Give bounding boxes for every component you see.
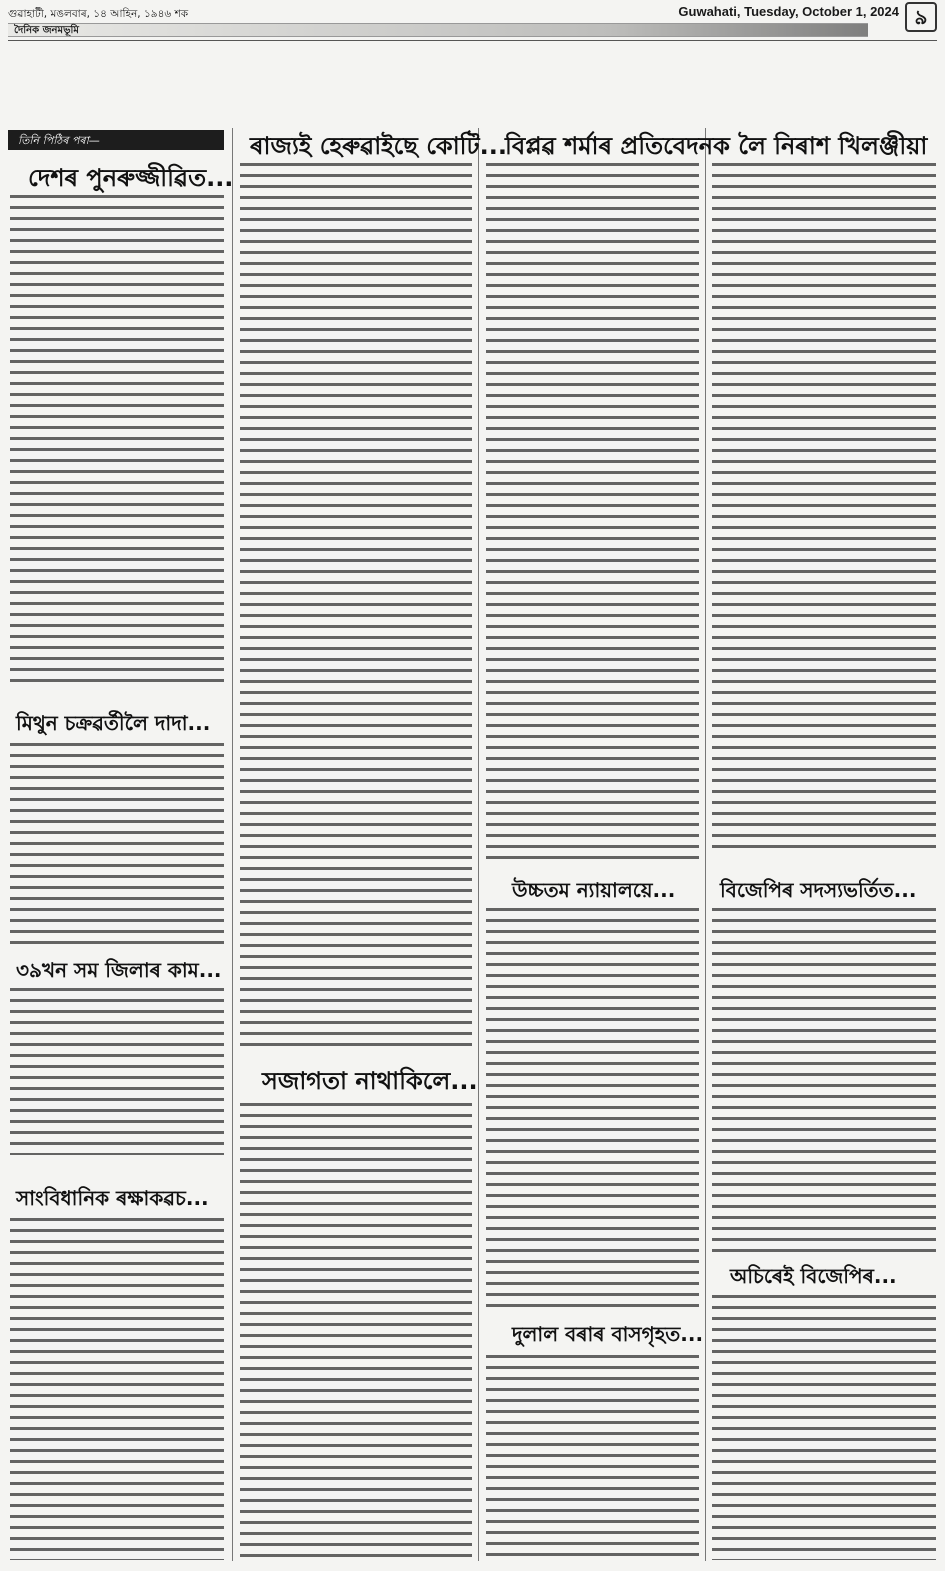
article-body bbox=[486, 160, 699, 860]
article-body bbox=[10, 192, 224, 687]
headline-dulal-bora: দুলাল বৰাৰ বাসগৃহত... bbox=[512, 1322, 704, 1346]
headline-sangbidhanik: সাংবিধানিক ৰক্ষাকৱচ... bbox=[16, 1186, 209, 1210]
article-body bbox=[486, 905, 699, 1310]
headline-rajyai-herualse: ৰাজ্যই হেৰুৱাইছে কোটি... bbox=[250, 132, 507, 160]
column-divider bbox=[478, 128, 479, 1561]
column-divider bbox=[232, 128, 233, 1561]
headline-39-jila: ৩৯খন সম জিলাৰ কাম... bbox=[16, 958, 222, 982]
column-divider bbox=[705, 128, 706, 1561]
article-body bbox=[712, 160, 936, 850]
headline-biplab-sharma: বিপ্লৱ শৰ্মাৰ প্ৰতিবেদনক লৈ নিৰাশ খিলঞ্জীয়া bbox=[505, 132, 928, 160]
page-number: ৯ bbox=[905, 2, 937, 32]
paper-name: দৈনিক জনমভূমি bbox=[14, 25, 79, 36]
header-date-assamese: গুৱাহাটী, মঙলবাৰ, ১৪ আহিন, ১৯৪৬ শক bbox=[8, 8, 189, 20]
article-body bbox=[712, 905, 936, 1255]
headline-sajagota: সজাগতা নাথাকিলে... bbox=[262, 1067, 478, 1095]
headline-uchchatam: উচ্চতম ন্যায়ালয়ে... bbox=[512, 878, 676, 902]
header-rule bbox=[8, 40, 937, 41]
headline-bjp-sadasyabhorti: বিজেপিৰ সদস্যভৰ্তিত... bbox=[720, 878, 917, 902]
headline-mithun: মিথুন চক্ৰৱৰ্তীলৈ দাদা... bbox=[16, 711, 211, 735]
headline-osirei-bjp: অচিৰেই বিজেপিৰ... bbox=[730, 1264, 897, 1288]
article-body bbox=[240, 1100, 472, 1560]
article-body bbox=[486, 1352, 699, 1560]
page-header bbox=[0, 0, 945, 44]
section-tag: তিনি পিঠিৰ পৰা— bbox=[8, 130, 224, 150]
article-body bbox=[10, 985, 224, 1155]
header-date-english: Guwahati, Tuesday, October 1, 2024 bbox=[678, 4, 899, 19]
article-body bbox=[712, 1292, 936, 1560]
masthead-band bbox=[8, 23, 868, 37]
article-body bbox=[10, 740, 224, 950]
headline-desh-punarujjibit: দেশৰ পুনৰুজ্জীৱিত... bbox=[28, 164, 234, 192]
article-body bbox=[10, 1215, 224, 1560]
article-body bbox=[240, 160, 472, 1048]
